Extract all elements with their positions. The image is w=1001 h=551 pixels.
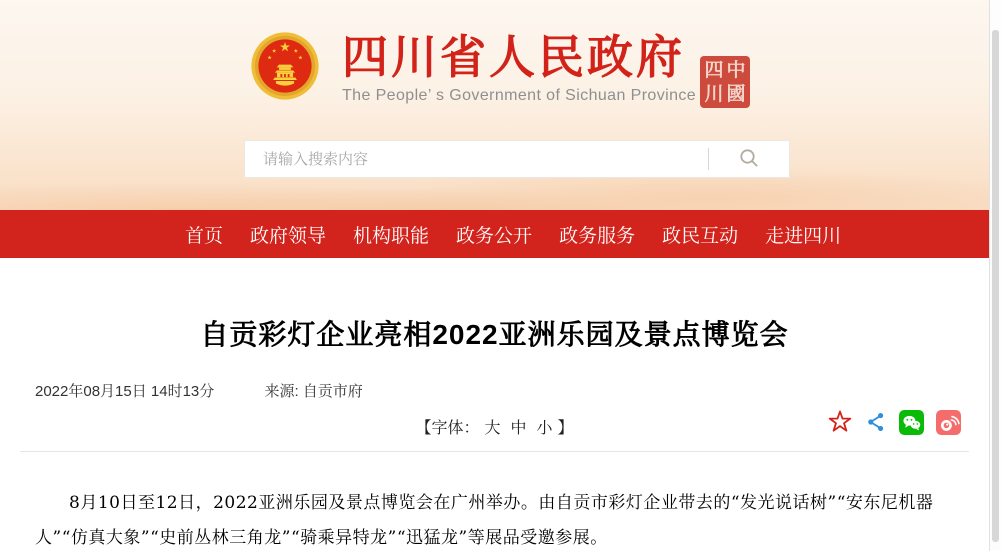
seal-char: 四 bbox=[704, 58, 724, 81]
share-button[interactable] bbox=[865, 411, 887, 436]
article-source: 来源: 自贡市府 bbox=[264, 383, 363, 400]
share-nodes-icon bbox=[865, 411, 887, 436]
site-logo-link[interactable] bbox=[250, 26, 696, 106]
article-title: 自贡彩灯企业亮相2022亚洲乐园及景点博览会 bbox=[200, 319, 789, 350]
article-toolbar bbox=[0, 409, 989, 445]
search-box bbox=[244, 140, 790, 178]
nav-item-government-affairs-disclosure[interactable]: 政务公开 bbox=[456, 225, 533, 247]
nav-item-institutional-functions[interactable]: 机构职能 bbox=[353, 225, 430, 247]
font-size-large-link[interactable]: 大 bbox=[484, 420, 501, 437]
sichuan-seal-stamp bbox=[700, 56, 750, 108]
publish-date: 2022年08月15日 14时13分 bbox=[35, 383, 215, 400]
seal-char: 川 bbox=[704, 82, 724, 105]
search-button[interactable] bbox=[709, 141, 789, 177]
font-size-open-bracket: 【字体： bbox=[415, 420, 480, 437]
wechat-share-button[interactable] bbox=[899, 410, 924, 438]
weibo-share-button[interactable] bbox=[936, 410, 961, 438]
article-body: 8月10日至12日，2022亚洲乐园及景点博览会在广州举办。由自贡市彩灯企业带去的“发光说话树”“安东尼机器人”“仿真大象”“史前丛林三角龙”“骑乘异特龙”“迅猛龙”等展品受邀参展。 bbox=[35, 493, 934, 548]
share-row bbox=[827, 409, 961, 438]
nav-item-public-interaction[interactable]: 政民互动 bbox=[662, 225, 739, 247]
vertical-scrollbar[interactable] bbox=[989, 0, 1001, 551]
article-meta bbox=[35, 380, 989, 401]
seal-char: 中 bbox=[726, 58, 746, 81]
article-divider bbox=[20, 451, 969, 452]
site-header bbox=[0, 0, 989, 210]
font-size-close-bracket: 】 bbox=[557, 420, 574, 437]
favorite-button[interactable] bbox=[827, 409, 853, 438]
nav-item-home[interactable]: 首页 bbox=[185, 225, 224, 247]
nav-item-government-leaders[interactable]: 政府领导 bbox=[250, 225, 327, 247]
star-outline-icon bbox=[827, 409, 853, 438]
nav-item-into-sichuan[interactable]: 走进四川 bbox=[765, 225, 842, 247]
site-title: 四川省人民政府 bbox=[342, 31, 685, 83]
national-emblem-icon bbox=[250, 26, 320, 106]
magnifier-icon bbox=[738, 147, 760, 172]
search-input[interactable] bbox=[245, 141, 708, 177]
weibo-icon bbox=[936, 410, 961, 438]
site-titles bbox=[342, 26, 696, 105]
wechat-icon bbox=[899, 410, 924, 438]
main-nav bbox=[0, 210, 989, 258]
font-size-medium-link[interactable]: 中 bbox=[510, 420, 527, 437]
seal-char: 國 bbox=[726, 82, 746, 105]
article bbox=[0, 313, 989, 551]
site-subtitle: The People’ s Government of Sichuan Province bbox=[342, 87, 697, 104]
scrollbar-thumb[interactable] bbox=[992, 30, 999, 542]
font-size-small-link[interactable]: 小 bbox=[536, 420, 553, 437]
nav-item-government-services[interactable]: 政务服务 bbox=[559, 225, 636, 247]
